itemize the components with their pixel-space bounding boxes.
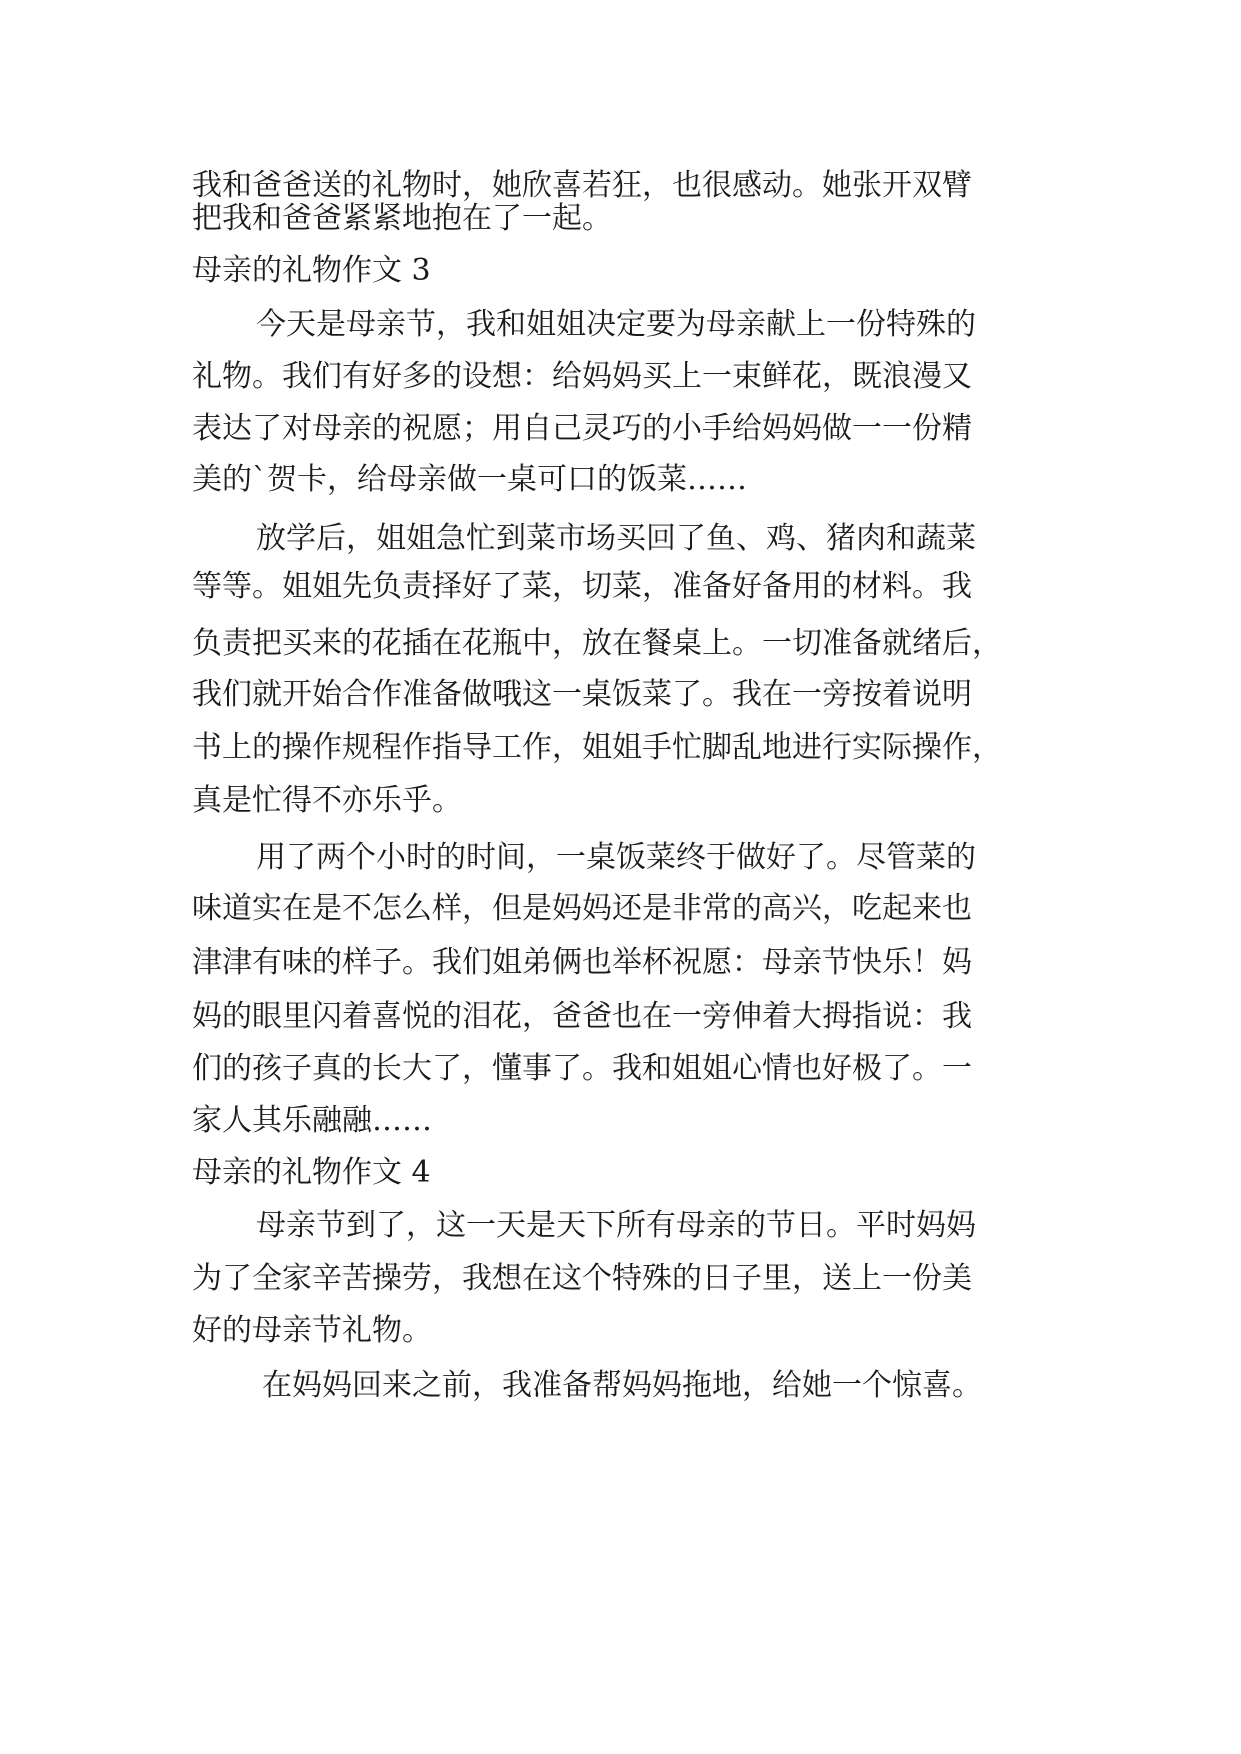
paragraph-line: 家人其乐融融…… <box>192 1103 432 1138</box>
paragraph-line: 味道实在是不怎么样，但是妈妈还是非常的高兴，吃起来也 <box>192 891 972 926</box>
paragraph-line: 用了两个小时的时间，一桌饭菜终于做好了。尽管菜的 <box>256 840 976 875</box>
paragraph-line: 为了全家辛苦操劳，我想在这个特殊的日子里，送上一份美 <box>192 1261 972 1296</box>
paragraph-line: 妈的眼里闪着喜悦的泪花，爸爸也在一旁伸着大拇指说：我 <box>192 999 972 1034</box>
paragraph-line: 母亲节到了，这一天是天下所有母亲的节日。平时妈妈 <box>256 1208 976 1243</box>
paragraph-line: 我们就开始合作准备做哦这一桌饭菜了。我在一旁按着说明 <box>192 677 972 712</box>
section-heading: 母亲的礼物作文 3 <box>192 253 431 288</box>
paragraph-line: 等等。姐姐先负责择好了菜，切菜，准备好备用的材料。我 <box>192 569 972 604</box>
paragraph-line: 们的孩子真的长大了，懂事了。我和姐姐心情也好极了。一 <box>192 1051 972 1086</box>
paragraph-line: 我和爸爸送的礼物时，她欣喜若狂，也很感动。她张开双臂 <box>192 168 972 203</box>
paragraph-line: 书上的操作规程作指导工作，姐姐手忙脚乱地进行实际操作， <box>192 730 1002 765</box>
paragraph-line: 津津有味的样子。我们姐弟俩也举杯祝愿：母亲节快乐！妈 <box>192 945 972 980</box>
paragraph-line: 在妈妈回来之前，我准备帮妈妈拖地，给她一个惊喜。 <box>262 1368 982 1403</box>
paragraph-line: 今天是母亲节，我和姐姐决定要为母亲献上一份特殊的 <box>256 307 976 342</box>
paragraph-line: 表达了对母亲的祝愿；用自己灵巧的小手给妈妈做一一份精 <box>192 411 972 446</box>
paragraph-line: 把我和爸爸紧紧地抱在了一起。 <box>192 201 612 236</box>
paragraph-line: 美的`贺卡，给母亲做一桌可口的饭菜…… <box>192 462 747 497</box>
section-heading: 母亲的礼物作文 4 <box>192 1155 431 1190</box>
paragraph-line: 好的母亲节礼物。 <box>192 1313 432 1348</box>
paragraph-line: 真是忙得不亦乐乎。 <box>192 783 462 818</box>
paragraph-line: 放学后，姐姐急忙到菜市场买回了鱼、鸡、猪肉和蔬菜 <box>256 521 976 556</box>
paragraph-line: 负责把买来的花插在花瓶中，放在餐桌上。一切准备就绪后， <box>192 626 1002 661</box>
paragraph-line: 礼物。我们有好多的设想：给妈妈买上一束鲜花，既浪漫又 <box>192 359 972 394</box>
